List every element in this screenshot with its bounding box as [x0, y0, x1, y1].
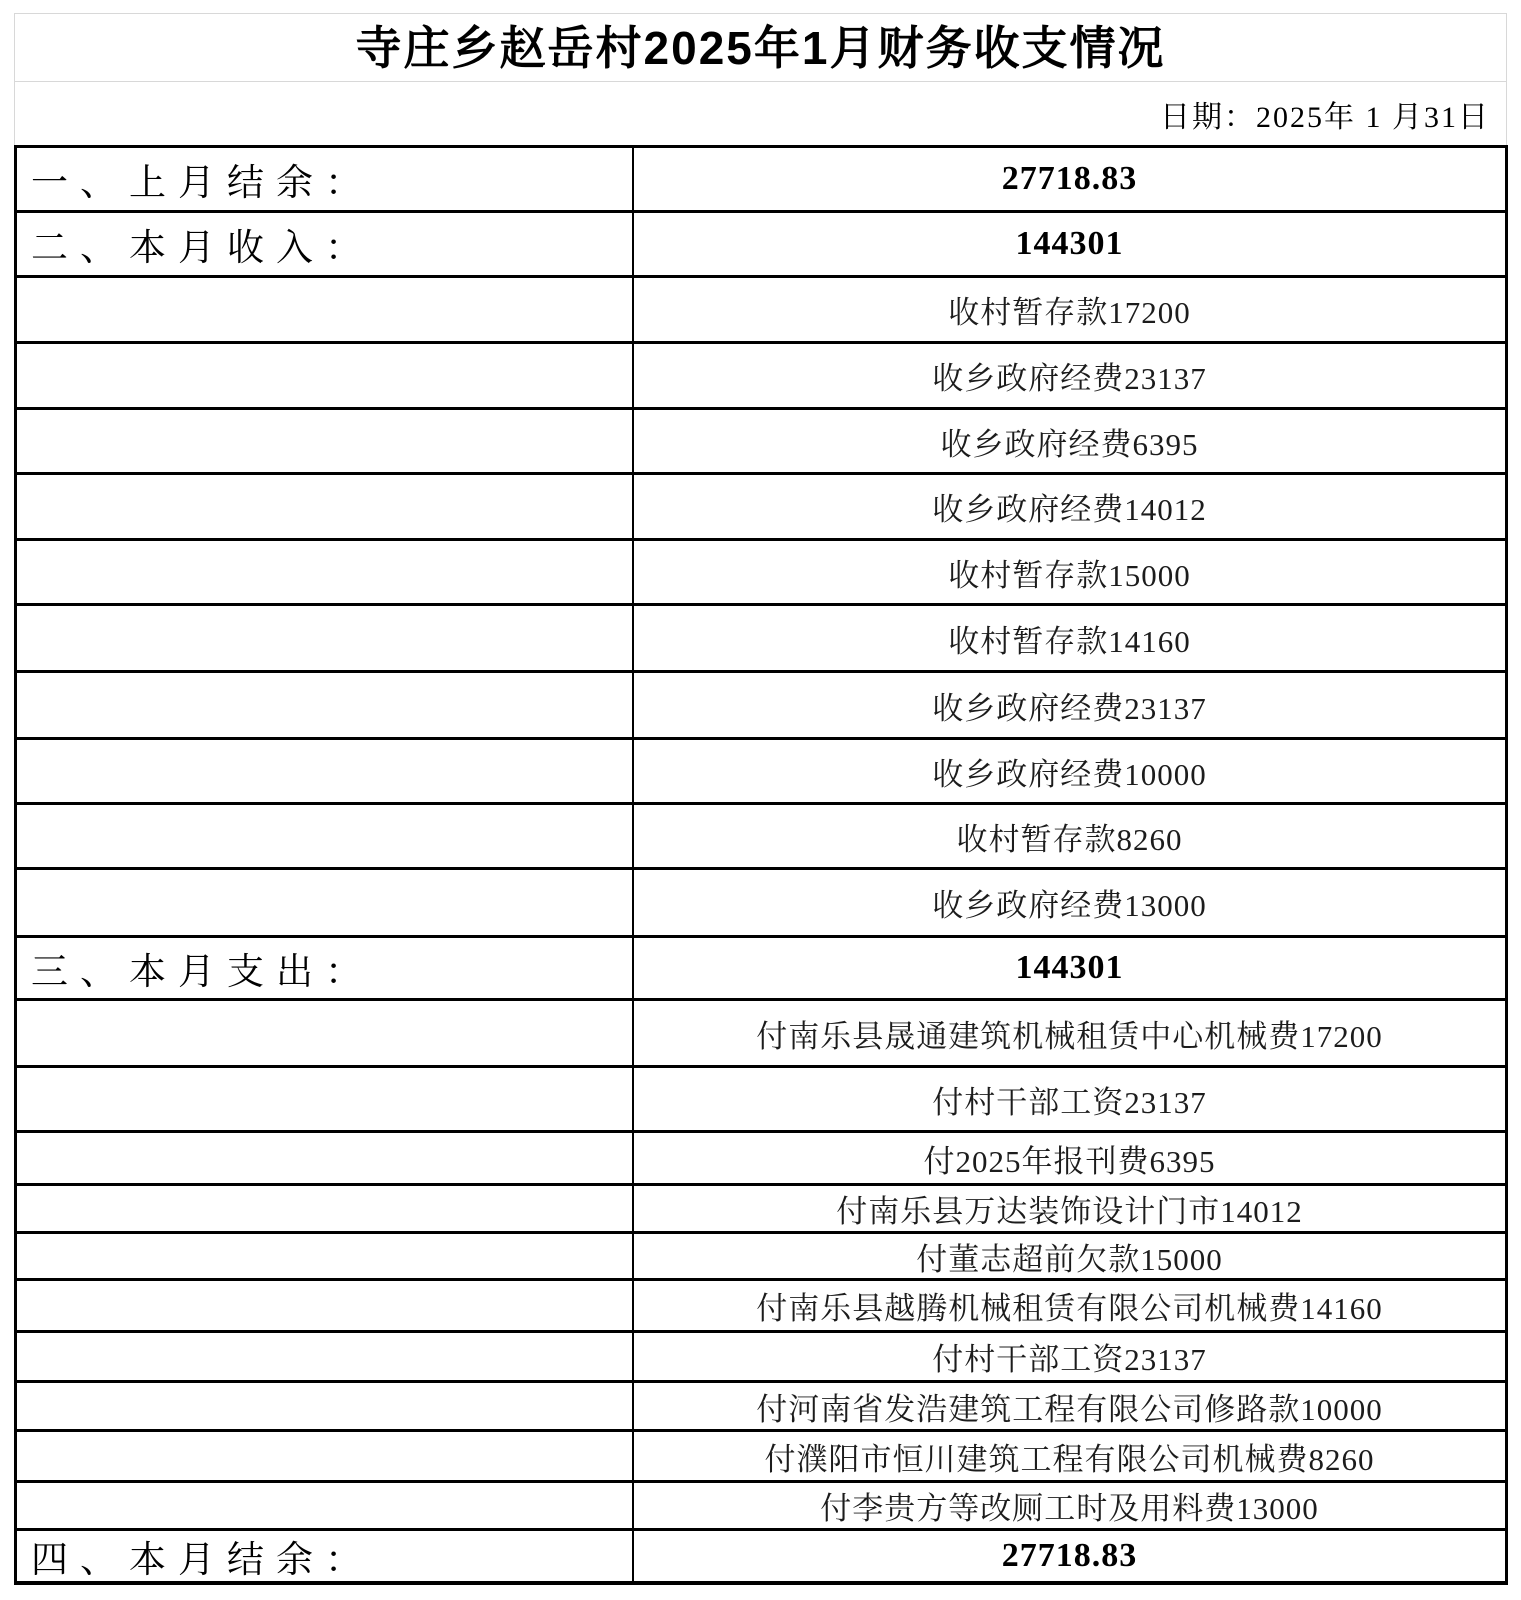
table-row — [17, 475, 1505, 541]
table-row — [17, 148, 1505, 213]
table-row — [17, 740, 1505, 805]
row-label — [17, 1234, 634, 1278]
row-value: 收乡政府经费23137 — [932, 361, 1207, 396]
table-row — [17, 213, 1505, 278]
row-label — [17, 1483, 634, 1528]
row-value: 付村干部工资23137 — [932, 1084, 1207, 1120]
table-row — [17, 1068, 1505, 1133]
table-row — [17, 1432, 1505, 1483]
row-value: 收村暂存款8260 — [956, 821, 1183, 857]
row-label — [17, 673, 634, 737]
row-label — [17, 1186, 634, 1231]
table-row — [17, 1133, 1505, 1186]
page-title: 寺庄乡赵岳村2025年1月财务收支情况 — [355, 21, 1166, 74]
row-label — [17, 410, 634, 472]
table-row — [17, 870, 1505, 938]
row-value: 付南乐县万达装饰设计门市14012 — [836, 1194, 1303, 1229]
table-row — [17, 805, 1505, 870]
table-row — [17, 1383, 1505, 1432]
table-row — [17, 344, 1505, 410]
row-label: 一、上月结余： — [17, 148, 634, 210]
row-label — [17, 870, 634, 935]
row-label — [17, 278, 634, 341]
row-value: 144301 — [1015, 949, 1124, 986]
row-value: 付南乐县越腾机械租赁有限公司机械费14160 — [756, 1291, 1383, 1326]
row-value: 27718.83 — [1001, 1537, 1138, 1574]
table-row — [17, 1483, 1505, 1531]
row-label — [17, 1068, 634, 1130]
row-label — [17, 1432, 634, 1480]
table-row — [17, 673, 1505, 740]
table-row — [17, 938, 1505, 1001]
row-label: 三、本月支出： — [17, 938, 634, 998]
row-value: 收村暂存款17200 — [948, 295, 1191, 330]
row-value: 收乡政府经费10000 — [932, 756, 1207, 792]
table-row — [17, 1234, 1505, 1281]
row-value: 收乡政府经费14012 — [932, 492, 1207, 527]
report-date: 日期：2025年 1 月31日 — [1160, 100, 1490, 134]
row-label — [17, 606, 634, 670]
row-value: 付村干部工资23137 — [932, 1342, 1207, 1377]
row-value: 144301 — [1015, 225, 1124, 262]
table-row — [17, 410, 1505, 475]
date-row — [15, 82, 1506, 145]
row-value: 收乡政府经费23137 — [932, 690, 1207, 726]
row-label — [17, 1383, 634, 1429]
row-value: 收村暂存款14160 — [948, 623, 1191, 659]
row-label — [17, 344, 634, 407]
row-value: 收村暂存款15000 — [948, 557, 1191, 593]
row-value: 收乡政府经费13000 — [932, 888, 1207, 923]
row-value: 收乡政府经费6395 — [940, 426, 1199, 462]
row-label — [17, 475, 634, 538]
table-row — [17, 606, 1505, 673]
row-value: 27718.83 — [1001, 160, 1138, 197]
row-value: 付李贵方等改厕工时及用料费13000 — [820, 1491, 1319, 1526]
table-row — [17, 1186, 1505, 1234]
title-row — [15, 14, 1506, 82]
row-label: 二、本月收入： — [17, 213, 634, 275]
row-label: 四、本月结余： — [17, 1531, 634, 1581]
table-row — [17, 1281, 1505, 1333]
row-value: 付濮阳市恒川建筑工程有限公司机械费8260 — [764, 1441, 1375, 1477]
table-row — [17, 1001, 1505, 1068]
row-label — [17, 541, 634, 603]
row-label — [17, 1133, 634, 1183]
row-label — [17, 805, 634, 867]
row-value: 付董志超前欠款15000 — [916, 1241, 1223, 1277]
row-label — [17, 1001, 634, 1065]
row-label — [17, 1281, 634, 1330]
report-header — [14, 13, 1507, 145]
row-value: 付2025年报刊费6395 — [923, 1143, 1216, 1179]
row-value: 付南乐县晟通建筑机械租赁中心机械费17200 — [756, 1018, 1383, 1054]
row-label — [17, 740, 634, 802]
table-row — [17, 1333, 1505, 1383]
row-value: 付河南省发浩建筑工程有限公司修路款10000 — [756, 1391, 1383, 1427]
table-row — [17, 278, 1505, 344]
table-row — [17, 1531, 1505, 1581]
finance-table — [14, 145, 1508, 1585]
table-row — [17, 541, 1505, 606]
row-label — [17, 1333, 634, 1380]
